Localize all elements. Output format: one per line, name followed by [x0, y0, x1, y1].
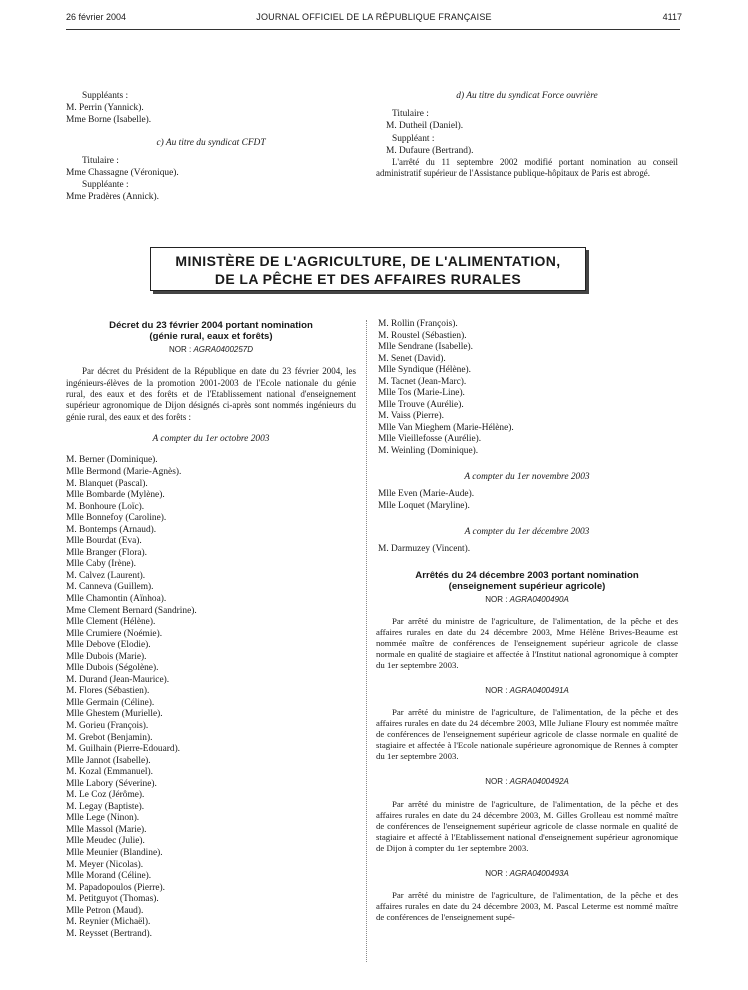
- nor-label: NOR :: [168, 345, 192, 354]
- ministry-line-1: MINISTÈRE DE L'AGRICULTURE, DE L'ALIMENTATION,: [175, 253, 561, 269]
- name-entry: M. Petitguyot (Thomas).: [66, 894, 159, 905]
- name-entry: Mlle Vieillefosse (Aurélie).: [378, 434, 482, 444]
- name-entry: M. Kozal (Emmanuel).: [66, 767, 153, 778]
- top-left-block: [66, 90, 356, 204]
- decret-title-line: (génie rural, eaux et forêts): [149, 331, 273, 342]
- arrete-paragraph: Par arrêté du ministre de l'agriculture, de l'alimentation, de la pêche et des affaires rurales en date du 24 décembre 2003, M. Gilles Grolleau est nommé maître de conférences de l'enseignement supérieur agricole de classe normale en qualité de stagiaire et affecté à l'Etablissement national d'enseignement supérieur agronomique de Dijon à compter du 1er septembre 2003.: [376, 798, 678, 853]
- name-entry: M. Reysset (Bertrand).: [66, 928, 152, 939]
- header-rule: [66, 29, 680, 30]
- header-date: 26 février 2004: [66, 12, 127, 22]
- name-entry: M. Durand (Jean-Maurice).: [66, 674, 170, 685]
- arretes-title: [376, 570, 678, 592]
- arretes-title-line: Arrêtés du 24 décembre 2003 portant nomination: [415, 569, 639, 581]
- date-heading: A compter du 1er décembre 2003: [464, 527, 590, 538]
- name-entry: M. Tacnet (Jean-Marc).: [378, 376, 467, 387]
- arrete-nor: [376, 685, 678, 697]
- arrete-nor: [376, 868, 678, 880]
- name-entry: M. Grebot (Benjamin).: [66, 732, 153, 743]
- ministry-line-2: DE LA PÊCHE ET DES AFFAIRES RURALES: [214, 271, 522, 287]
- name-entry: Mlle Bermond (Marie-Agnès).: [66, 466, 182, 477]
- name-entry: M. Papadopoulos (Pierre).: [66, 882, 165, 893]
- top-right-block: [376, 90, 678, 179]
- column-separator: [366, 320, 367, 962]
- name-entry: M. Bonhoure (Loïc).: [66, 501, 145, 512]
- name-entry: Mlle Even (Marie-Aude).: [378, 489, 475, 500]
- nor-label: NOR :: [485, 594, 508, 604]
- arrete-nor: [376, 776, 678, 788]
- name-entry: Mlle Meudec (Julie).: [66, 836, 145, 847]
- date-heading: A compter du 1er octobre 2003: [152, 434, 270, 445]
- name-entry: M. Blanquet (Pascal).: [66, 478, 148, 489]
- name-entry: Mlle Caby (Irène).: [66, 559, 137, 570]
- name-entry: Mlle Dubois (Marie).: [66, 651, 147, 662]
- name-entry: Mlle Tos (Marie-Line).: [378, 388, 465, 398]
- decret-body: Par décret du Président de la République en date du 23 février 2004, les ingénieurs-élèves de la promotion 2001-2003 de l'Ecole nationale du génie rural, des eaux et des forêts et de l'Etablissement national d'enseignement supérieur agronomique de Dijon désignés ci-après sont nommés ingénieurs du génie rural, des eaux et des forêts :: [66, 366, 356, 422]
- names-list: [376, 489, 678, 512]
- name-entry: Mme Clement Bernard (Sandrine).: [66, 605, 197, 616]
- page-header: [0, 12, 748, 28]
- names-list: [376, 319, 678, 457]
- titulaire-heading: Titulaire :: [82, 155, 119, 166]
- names-list: [376, 544, 678, 556]
- header-title: JOURNAL OFFICIEL DE LA RÉPUBLIQUE FRANÇAISE: [256, 12, 492, 22]
- name-entry: M. Berner (Dominique).: [66, 455, 158, 466]
- suppleant-name: M. Dufaure (Bertrand).: [386, 145, 474, 156]
- nor-code: AGRA0400491A: [509, 686, 569, 696]
- arrete-paragraph: Par arrêté du ministre de l'agriculture, de l'alimentation, de la pêche et des affaires rurales en date du 24 décembre 2003, Mme Hélène Brives-Beaume est nommée maître de conférences de l'enseignement supérieur agricole de classe normale en qualité de stagiaire et affectée à l'Institut national agronomique à compter du 1er septembre 2003.: [376, 616, 678, 671]
- nor-code: AGRA0400490A: [509, 594, 569, 604]
- name-entry: Mlle Chamontin (Aïnhoa).: [66, 594, 167, 604]
- suppleant-name: Mme Borne (Isabelle).: [66, 115, 152, 126]
- name-entry: M. Darmuzey (Vincent).: [378, 544, 471, 555]
- arrete-paragraph: Par arrêté du ministre de l'agriculture, de l'alimentation, de la pêche et des affaires rurales en date du 24 décembre 2003, Mlle Juliane Floury est nommée maître de conférences de l'enseignement supérieur agricole de classe normale en qualité de stagiaire et affectée à l'Ecole nationale supérieure agronomique de Rennes à compter du 1er septembre 2003.: [376, 707, 678, 762]
- name-entry: Mlle Crumiere (Noémie).: [66, 628, 163, 639]
- name-entry: M. Meyer (Nicolas).: [66, 859, 144, 870]
- suppleants-heading: Suppléants :: [82, 91, 129, 101]
- nor-code: AGRA0400493A: [509, 868, 569, 878]
- arrete-paragraph: Par arrêté du ministre de l'agriculture, de l'alimentation, de la pêche et des affaires rurales en date du 24 décembre 2003, M. Pascal Leterme est nommé maître de conférences de l'enseignement supé-: [376, 889, 678, 922]
- name-entry: Mlle Dubois (Ségolène).: [66, 663, 159, 674]
- name-entry: M. Roustel (Sébastien).: [378, 330, 467, 341]
- abrogation-paragraph: L'arrêté du 11 septembre 2002 modifié portant nomination au conseil administratif supérieur de l'Assistance publique-hôpitaux de Paris est abrogé.: [376, 157, 678, 179]
- name-entry: M. Legay (Baptiste).: [66, 801, 145, 812]
- name-entry: Mlle Ghestem (Murielle).: [66, 709, 163, 720]
- nor-code: AGRA0400257D: [193, 345, 254, 354]
- name-entry: M. Calvez (Laurent).: [66, 570, 146, 581]
- decret-title-line: Décret du 23 février 2004 portant nomination: [109, 320, 313, 331]
- titulaire-name: M. Dutheil (Daniel).: [386, 121, 464, 132]
- name-entry: M. Bontemps (Arnaud).: [66, 524, 157, 535]
- name-entry: Mlle Jannot (Isabelle).: [66, 755, 151, 766]
- titulaire-name: Mme Chassagne (Véronique).: [66, 168, 179, 179]
- name-entry: Mlle Branger (Flora).: [66, 547, 147, 558]
- name-entry: Mlle Van Mieghem (Marie-Hélène).: [378, 422, 514, 433]
- name-entry: Mlle Labory (Séverine).: [66, 778, 157, 789]
- name-entry: M. Canneva (Guillem).: [66, 582, 154, 593]
- page-number: 4117: [662, 12, 682, 22]
- right-column: [376, 319, 678, 923]
- titulaire-heading: Titulaire :: [392, 109, 429, 120]
- name-entry: Mlle Loquet (Maryline).: [378, 500, 470, 511]
- name-entry: M. Rollin (François).: [378, 319, 458, 329]
- nor-code: AGRA0400492A: [509, 777, 569, 787]
- name-entry: M. Le Coz (Jérôme).: [66, 790, 145, 801]
- names-list: [66, 455, 356, 940]
- name-entry: Mlle Morand (Céline).: [66, 871, 152, 882]
- decret-nor: [66, 344, 356, 356]
- nor-label: NOR :: [485, 777, 508, 787]
- name-entry: Mlle Meunier (Blandine).: [66, 848, 163, 859]
- name-entry: Mlle Bonnefoy (Caroline).: [66, 513, 167, 524]
- name-entry: M. Senet (David).: [378, 353, 446, 364]
- name-entry: M. Guilhain (Pierre-Edouard).: [66, 744, 181, 755]
- name-entry: M. Vaiss (Pierre).: [378, 411, 444, 421]
- name-entry: Mlle Massol (Marie).: [66, 824, 147, 835]
- name-entry: Mlle Germain (Céline).: [66, 697, 155, 708]
- name-entry: Mlle Petron (Maud).: [66, 905, 144, 916]
- name-entry: Mlle Syndique (Hélène).: [378, 365, 471, 375]
- name-entry: Mlle Trouve (Aurélie).: [378, 399, 464, 410]
- arretes-title-line: (enseignement supérieur agricole): [448, 580, 606, 592]
- name-entry: M. Weinling (Dominique).: [378, 445, 479, 456]
- arrete-nor: [376, 594, 678, 606]
- suppleante-name: Mme Pradères (Annick).: [66, 192, 159, 203]
- name-entry: Mlle Bombarde (Mylène).: [66, 490, 165, 501]
- suppleant-heading: Suppléant :: [392, 133, 435, 144]
- name-entry: Mlle Sendrane (Isabelle).: [378, 342, 474, 352]
- name-entry: Mlle Bourdat (Eva).: [66, 536, 142, 547]
- name-entry: Mlle Clement (Hélène).: [66, 617, 156, 628]
- name-entry: Mlle Lege (Ninon).: [66, 813, 140, 824]
- nor-label: NOR :: [485, 868, 508, 878]
- cfdt-subheading: c) Au titre du syndicat CFDT: [156, 137, 266, 148]
- decret-title: [66, 320, 356, 342]
- suppleante-heading: Suppléante :: [82, 180, 129, 191]
- suppleant-name: M. Perrin (Yannick).: [66, 103, 144, 114]
- name-entry: M. Gorieu (François).: [66, 721, 149, 732]
- name-entry: Mlle Debove (Elodie).: [66, 640, 151, 651]
- date-heading: A compter du 1er novembre 2003: [464, 472, 590, 482]
- decret-section: [66, 320, 356, 940]
- nor-label: NOR :: [485, 686, 508, 696]
- fo-subheading: d) Au titre du syndicat Force ouvrière: [456, 91, 598, 101]
- name-entry: M. Flores (Sébastien).: [66, 686, 150, 697]
- name-entry: M. Reynier (Michaël).: [66, 917, 151, 928]
- ministry-heading-box: [150, 247, 586, 291]
